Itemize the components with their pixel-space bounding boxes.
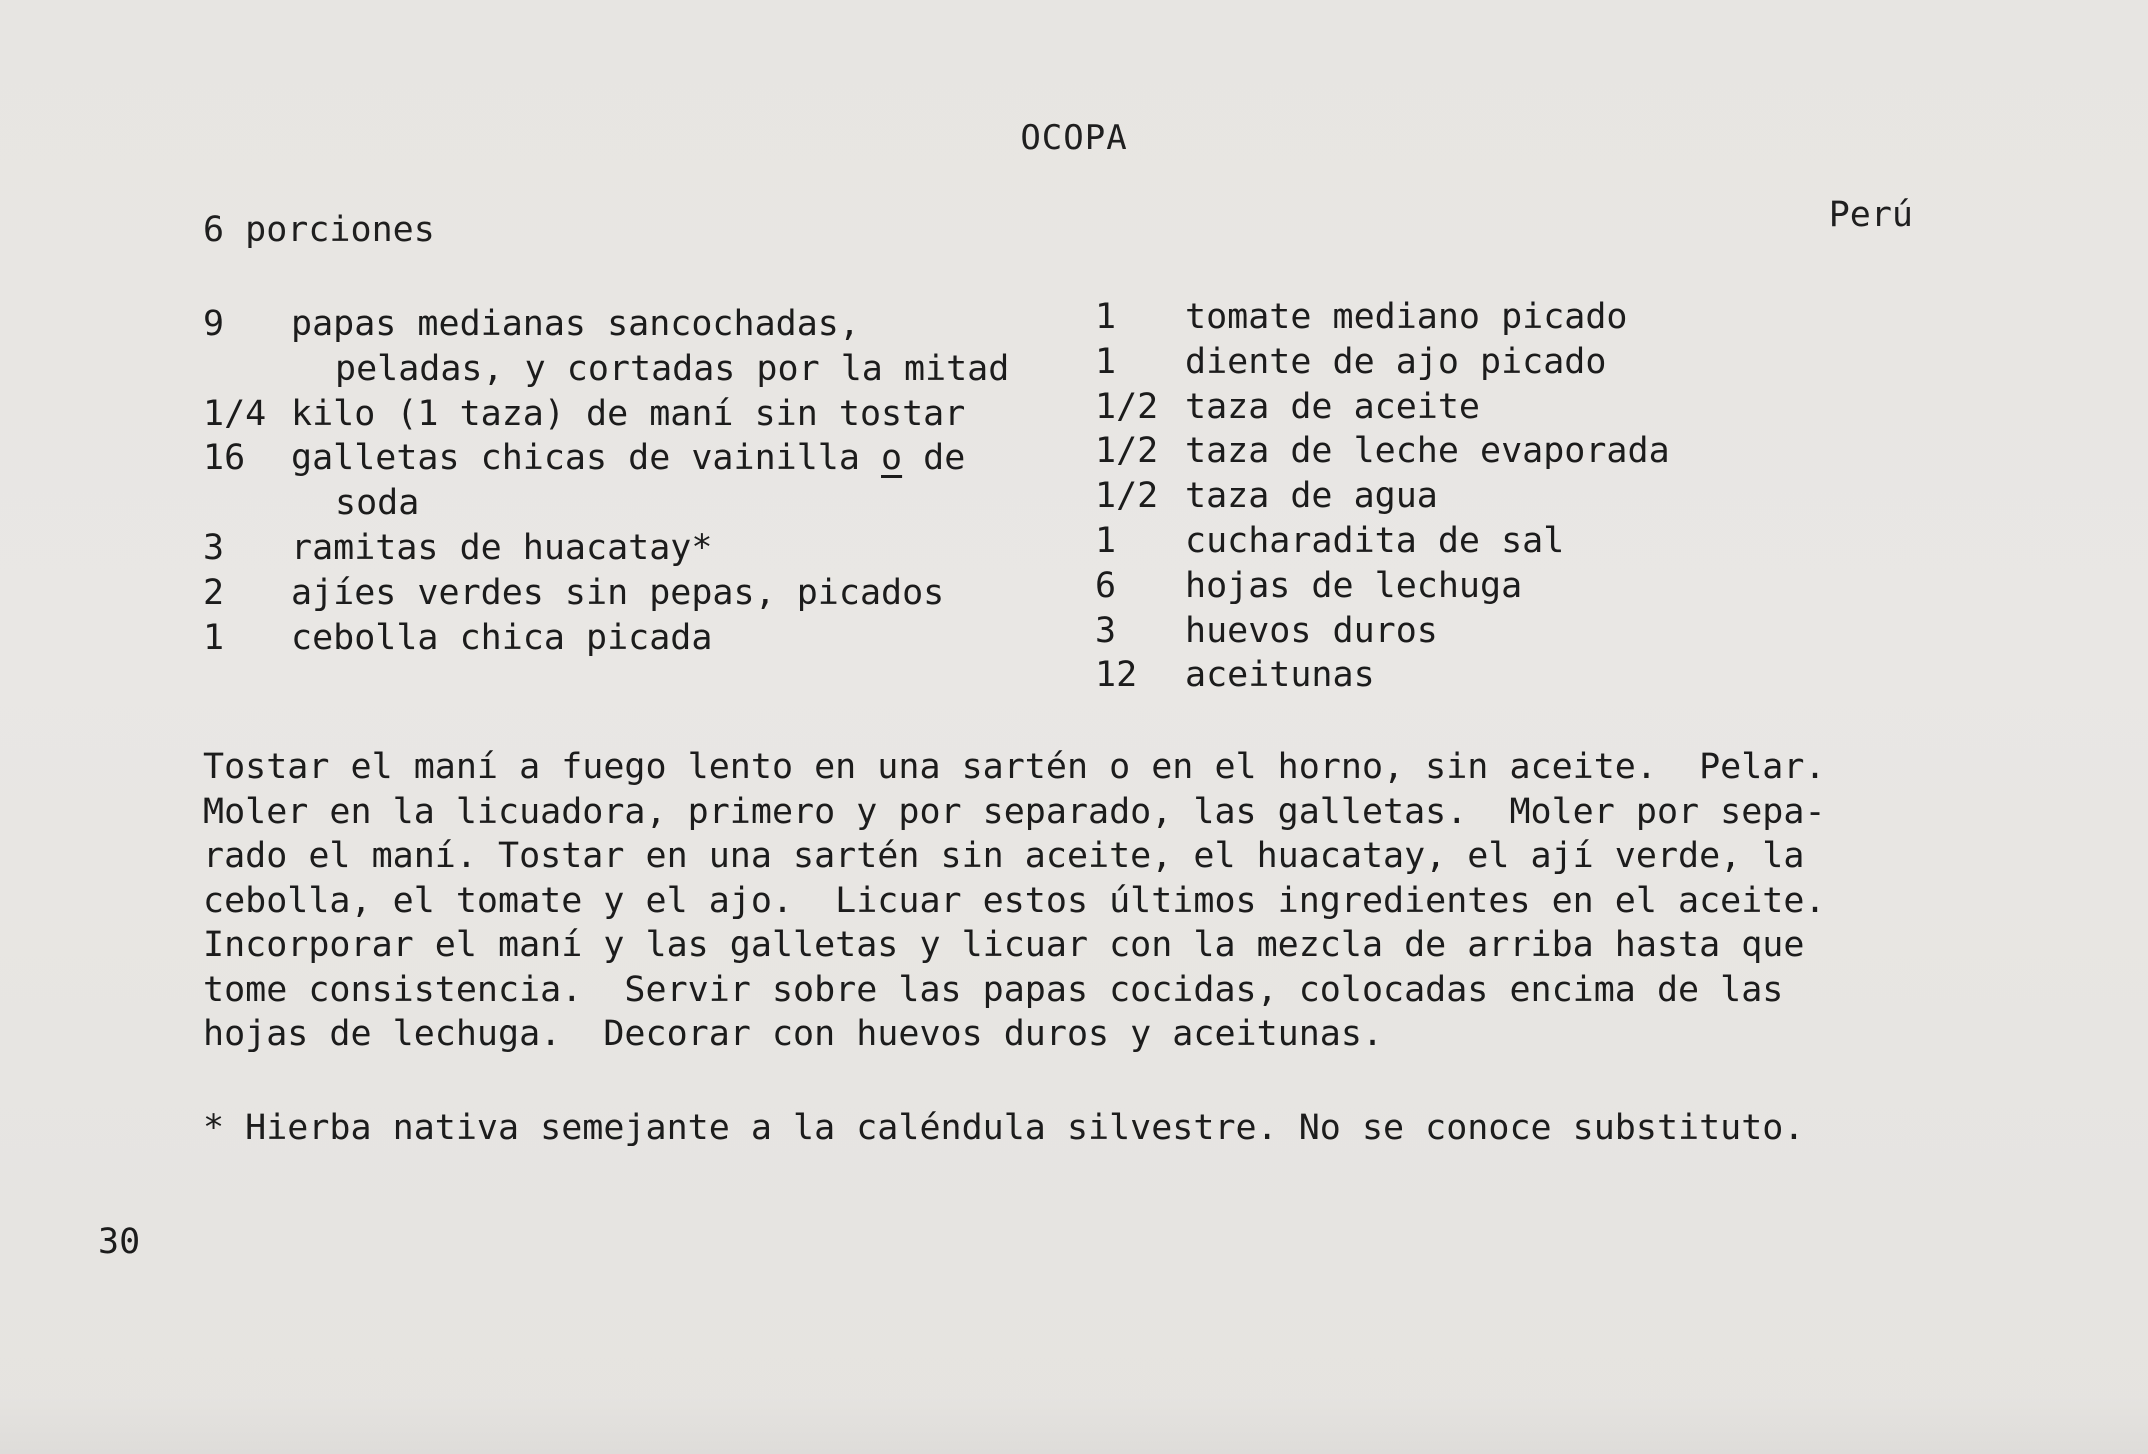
footnote: * Hierba nativa semejante a la caléndula silvestre. No se conoce substituto. <box>203 1108 1805 1148</box>
ingredient-qty: 1 <box>1095 520 1117 561</box>
country-label: Perú <box>1828 195 1913 235</box>
ingredient-qty: 3 <box>1095 610 1117 651</box>
ingredient-row <box>1095 564 1670 609</box>
ingredient-qty: 9 <box>203 304 225 344</box>
instruction-line: hojas de lechuga. Decorar con huevos duros y aceitunas. <box>203 1014 1384 1054</box>
ingredient-row <box>203 436 1009 481</box>
instruction-line: Incorporar el maní y las galletas y licuar con la mezcla de arriba hasta que <box>203 925 1805 965</box>
ingredient-qty: 1/2 <box>1095 386 1159 427</box>
instruction-line: cebolla, el tomate y el ajo. Licuar estos últimos ingredientes en el aceite. <box>203 880 1826 921</box>
ingredient-text: kilo (1 taza) de maní sin tostar <box>291 393 966 434</box>
ingredient-row <box>203 481 1009 526</box>
instruction-line: Moler en la licuadora, primero y por separado, las galletas. Moler por sepa- <box>203 791 1826 832</box>
ingredient-text-part: galletas chicas de vainilla <box>291 438 882 479</box>
ingredient-text-part: de <box>902 438 966 479</box>
ingredient-text: ramitas de huacatay* <box>291 527 713 568</box>
ingredient-qty: 1/2 <box>1095 476 1159 517</box>
ingredients-right-column <box>1095 295 1670 698</box>
ingredient-qty: 1/4 <box>203 393 267 434</box>
ingredient-row <box>203 571 1009 616</box>
ingredient-text: taza de leche evaporada <box>1185 431 1670 472</box>
ingredient-qty: 12 <box>1095 655 1138 696</box>
ingredient-row <box>1095 429 1670 474</box>
ingredient-text: peladas, y cortadas por la mitad <box>335 348 1010 389</box>
page-shadow <box>0 1394 2148 1454</box>
ingredient-row <box>1095 295 1670 340</box>
ingredient-qty <box>203 481 291 526</box>
ingredient-qty: 6 <box>1095 565 1117 606</box>
underlined-word: o <box>881 438 903 479</box>
ingredient-text: cebolla chica picada <box>291 617 713 658</box>
ingredient-text: ajíes verdes sin pepas, picados <box>291 572 945 613</box>
ingredient-row <box>203 616 1009 661</box>
ingredient-row <box>1095 653 1670 698</box>
ingredient-qty: 1 <box>1095 341 1117 382</box>
ingredient-row <box>203 347 1009 392</box>
ingredient-qty: 3 <box>203 527 225 568</box>
ingredient-row <box>1095 474 1670 519</box>
recipe-title: OCOPA <box>1020 118 1128 158</box>
ingredient-qty: 1 <box>203 617 225 658</box>
instruction-line: Tostar el maní a fuego lento en una sartén o en el horno, sin aceite. Pelar. <box>203 747 1826 787</box>
ingredient-row <box>1095 519 1670 564</box>
ingredient-text: taza de aceite <box>1185 386 1481 427</box>
ingredient-text: cucharadita de sal <box>1185 520 1565 561</box>
ingredient-row <box>203 302 1009 347</box>
ingredient-qty: 1 <box>1095 297 1117 337</box>
ingredient-qty: 16 <box>203 438 246 479</box>
ingredient-text: taza de agua <box>1185 476 1438 517</box>
ingredient-row <box>1095 385 1670 430</box>
ingredient-text: aceitunas <box>1185 655 1375 696</box>
ingredient-qty <box>203 347 291 392</box>
ingredient-qty: 2 <box>203 572 225 613</box>
instruction-line: tome consistencia. Servir sobre las papas cocidas, colocadas encima de las <box>203 969 1784 1010</box>
ingredient-row <box>203 526 1009 571</box>
servings-label: 6 porciones <box>203 210 435 250</box>
ingredient-text <box>291 436 965 481</box>
ingredient-row <box>203 392 1009 437</box>
ingredient-text: tomate mediano picado <box>1185 297 1628 337</box>
ingredient-row <box>1095 609 1670 654</box>
ingredients-left-column <box>203 302 1009 660</box>
instructions-paragraph <box>203 745 1993 1057</box>
ingredient-text: hojas de lechuga <box>1185 565 1523 606</box>
page-number: 30 <box>98 1222 141 1262</box>
ingredient-row <box>1095 340 1670 385</box>
ingredient-text: huevos duros <box>1185 610 1438 651</box>
ingredient-text: soda <box>335 483 420 524</box>
ingredient-qty: 1/2 <box>1095 431 1159 472</box>
ingredient-text: diente de ajo picado <box>1185 341 1607 382</box>
ingredient-text: papas medianas sancochadas, <box>291 304 860 344</box>
instruction-line: rado el maní. Tostar en una sartén sin aceite, el huacatay, el ají verde, la <box>203 836 1805 876</box>
